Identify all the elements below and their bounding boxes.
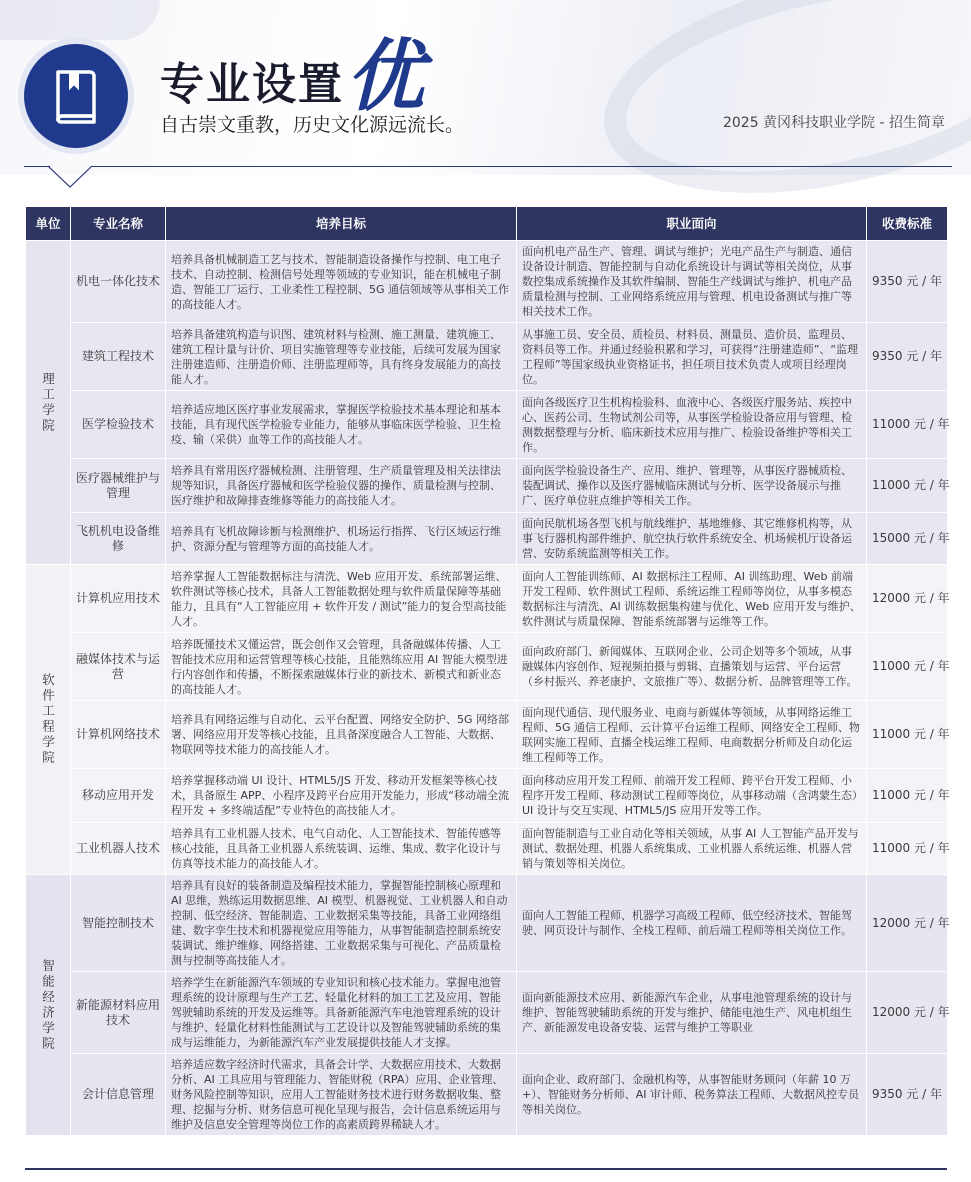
department-cell: 理工学院 <box>26 241 71 565</box>
goal-cell: 培养既懂技术又懂运营，既会创作又会管理，具备融媒体传播、人工智能技术应用和运营管理等核心技能，且能熟练应用 AI 智能大模型进行内容创作和传播，不断探索融媒体行业的新技术、新模式和新业态的高技能人才。 <box>166 633 517 701</box>
goal-cell: 培养具备建筑构造与识图、建筑材料与检测、施工测量、建筑施工、建筑工程计量与计价、项目实施管理等专业技能，后续可发展为国家注册建造师、注册造价师、注册监理师等，具有终身发展能力的高技能人才。 <box>166 323 517 391</box>
fee-cell: 12000 元 / 年 <box>867 875 948 972</box>
fee-cell: 11000 元 / 年 <box>867 633 948 701</box>
career-cell: 面向新能源技术应用、新能源汽车企业，从事电池管理系统的设计与维护、智能驾驶辅助系统的开发与维护、储能电池生产、风电机组生产、新能源发电设备安装、运营与维护工等职业 <box>517 972 867 1054</box>
major-name: 机电一体化技术 <box>71 241 166 323</box>
career-cell: 面向政府部门、新闻媒体、互联网企业、公司企划等多个领域，从事融媒体内容创作、短视频拍摄与剪辑、直播策划与运营、平台运营（乡村振兴、养老康护、文旅推广等）、数据分析、品牌管理等工作。 <box>517 633 867 701</box>
header-background <box>0 0 971 175</box>
table-row <box>26 513 948 565</box>
header-department: 单位 <box>26 207 71 241</box>
table-row <box>26 565 948 633</box>
table-row <box>26 972 948 1054</box>
goal-cell: 培养具有良好的装备制造及编程技术能力，掌握智能控制核心原理和 AI 思维，熟练运用数据思维、AI 模型、机器视觉、工业机器人和自动控制、低空经济、智能制造、工业数据采集等技能，具备工业网络组建、数字孪生技术和机器视觉应用等能力，从事智能制造控制系统安装调试、维护维修、网络搭建、工业数据采集与可视化、产品质量检测与控制等高技能人才。 <box>166 875 517 972</box>
career-cell: 面向机电产品生产、管理、调试与维护；光电产品生产与制造、通信设备设计制造、智能控制与自动化系统设计与调试等相关岗位，从事数控集成系统操作及其软件编制、智能生产线调试与维护、机电产品质量检测与控制、工业网络系统应用与管理、机电设备测试与推广等相关技术工作。 <box>517 241 867 323</box>
major-name: 移动应用开发 <box>71 769 166 823</box>
career-cell: 面向民航机场各型飞机与航线维护、基地维修、其它维修机构等，从事飞行器机构部件维护、航空执行软件系统安全、机场候机厅设备运营、安防系统监测等相关工作。 <box>517 513 867 565</box>
major-name: 计算机网络技术 <box>71 701 166 769</box>
header-goal: 培养目标 <box>166 207 517 241</box>
goal-cell: 培养学生在新能源汽车领域的专业知识和核心技术能力。掌握电池管理系统的设计原理与生产工艺、轻量化材料的加工工艺及应用、智能驾驶辅助系统的开发及运维等。具备新能源汽车电池管理系统的设计与维护、轻量化材料性能测试与工艺设计以及智能驾驶辅助系统的集成与运维能力，为新能源汽车产业发展提供技能人才支撑。 <box>166 972 517 1054</box>
page-subtitle: 自古崇文重教，历史文化源远流长。 <box>160 114 465 136</box>
footer-divider <box>25 1168 947 1170</box>
goal-cell: 培养掌握人工智能数据标注与清洗、Web 应用开发、系统部署运维、软件测试等核心技术，具备人工智能数据处理与软件质量保障等基础能力，且具有“人工智能应用 + 软件开发 / 测试”能力的复合型高技能人才。 <box>166 565 517 633</box>
fee-cell: 9350 元 / 年 <box>867 323 948 391</box>
goal-cell: 培养具有飞机故障诊断与检测维护、机场运行指挥、飞行区域运行维护、资源分配与管理等方面的高技能人才。 <box>166 513 517 565</box>
book-icon <box>24 44 128 148</box>
header-divider-left <box>24 166 50 167</box>
table-row <box>26 1054 948 1136</box>
table-row <box>26 769 948 823</box>
career-cell: 面向人工智能工程师、机器学习高级工程师、低空经济技术、智能驾驶、网页设计与制作、全栈工程师、前后端工程师等相关岗位工作。 <box>517 875 867 972</box>
table-row <box>26 323 948 391</box>
major-table <box>25 206 948 1136</box>
goal-cell: 培养掌握移动端 UI 设计、HTML5/JS 开发、移动开发框架等核心技术，具备原生 APP、小程序及跨平台应用开发能力，形成“移动端全流程开发 + 多终端适配”专业特色的高技能人才。 <box>166 769 517 823</box>
fee-cell: 12000 元 / 年 <box>867 565 948 633</box>
table-row <box>26 823 948 875</box>
fee-cell: 9350 元 / 年 <box>867 241 948 323</box>
major-name: 计算机应用技术 <box>71 565 166 633</box>
career-cell: 面向企业、政府部门、金融机构等，从事智能财务顾问（年薪 10 万 +）、智能财务分析师、AI 审计师、税务算法工程师、大数据风控专员等相关岗位。 <box>517 1054 867 1136</box>
fee-cell: 11000 元 / 年 <box>867 701 948 769</box>
table-row <box>26 875 948 972</box>
major-name: 医学检验技术 <box>71 391 166 459</box>
fee-cell: 11000 元 / 年 <box>867 391 948 459</box>
goal-cell: 培养适应数字经济时代需求，具备会计学、大数据应用技术、大数据分析、AI 工具应用与管理能力、智能财税（RPA）应用、企业管理、财务风险控制等知识，应用人工智能财务技术进行财务数据收集、整理、挖掘与分析、财务信息可视化呈现与报告，会计信息系统运用与维护及信息安全管理等岗位工作的高素质跨界稀缺人才。 <box>166 1054 517 1136</box>
table-row <box>26 701 948 769</box>
major-name: 医疗器械维护与管理 <box>71 459 166 513</box>
department-cell: 软件工程学院 <box>26 565 71 875</box>
background-corner <box>0 0 160 40</box>
fee-cell: 11000 元 / 年 <box>867 769 948 823</box>
header-divider <box>92 166 952 167</box>
header-fee: 收费标准 <box>867 207 948 241</box>
fee-cell: 12000 元 / 年 <box>867 972 948 1054</box>
career-cell: 面向现代通信、现代服务业、电商与新媒体等领域，从事网络运维工程师、5G 通信工程师、云计算平台运维工程师、网络安全工程师、物联网实施工程师、直播全栈运维工程师、电商数据分析师及自动化运维工程师等工作。 <box>517 701 867 769</box>
major-name: 建筑工程技术 <box>71 323 166 391</box>
department-cell: 智能经济学院 <box>26 875 71 1136</box>
goal-cell: 培养具备机械制造工艺与技术、智能制造设备操作与控制、电工电子技术、自动控制、检测信号处理等领域的专业知识，能在机械电子制造、智能工厂运行、工业柔性工程控制、5G 通信领域等从事相关工作的高技能人才。 <box>166 241 517 323</box>
major-name: 新能源材料应用技术 <box>71 972 166 1054</box>
goal-cell: 培养具有网络运维与自动化、云平台配置、网络安全防护、5G 网络部署、网络应用开发等核心技能，且具备深度融合人工智能、大数据、物联网等技术能力的高技能人才。 <box>166 701 517 769</box>
career-cell: 面向医学检验设备生产、应用、维护、管理等，从事医疗器械质检、装配调试、操作以及医疗器械临床测试与分析、医学设备展示与推广、医疗单位驻点维护等相关工作。 <box>517 459 867 513</box>
table-row <box>26 391 948 459</box>
major-name: 会计信息管理 <box>71 1054 166 1136</box>
table-row <box>26 459 948 513</box>
fee-cell: 15000 元 / 年 <box>867 513 948 565</box>
career-cell: 从事施工员、安全员、质检员、材料员、测量员、造价员、监理员、资料员等工作。并通过经验积累和学习，可获得“注册建造师”、“监理工程师”等国家级执业资格证书，担任项目技术负责人或项目经理岗位。 <box>517 323 867 391</box>
goal-cell: 培养具有工业机器人技术、电气自动化、人工智能技术、智能传感等核心技能，且具备工业机器人系统装调、运维、集成、数字化设计与仿真等技术能力的高技能人才。 <box>166 823 517 875</box>
career-cell: 面向各级医疗卫生机构检验科、血液中心、各级医疗服务站、疾控中心、医药公司、生物试剂公司等，从事医学检验设备应用与管理、检测数据整理与分析、临床新技术应用与推广、检验设备维护等相关工作。 <box>517 391 867 459</box>
major-name: 工业机器人技术 <box>71 823 166 875</box>
header-major: 专业名称 <box>71 207 166 241</box>
major-name: 智能控制技术 <box>71 875 166 972</box>
fee-cell: 9350 元 / 年 <box>867 1054 948 1136</box>
goal-cell: 培养具有常用医疗器械检测、注册管理、生产质量管理及相关法律法规等知识，具备医疗器械和医学检验仪器的操作、质量检测与控制、医疗维护和故障排查维修等能力的高技能人才。 <box>166 459 517 513</box>
fee-cell: 11000 元 / 年 <box>867 459 948 513</box>
table-row <box>26 633 948 701</box>
table-header-row <box>26 207 948 241</box>
brochure-label: 2025 黄冈科技职业学院 - 招生简章 <box>722 115 945 131</box>
table-row <box>26 241 948 323</box>
header-career: 职业面向 <box>517 207 867 241</box>
career-cell: 面向人工智能训练师、AI 数据标注工程师、AI 训练助理、Web 前端开发工程师、软件测试工程师、系统运维工程师等岗位，从事多模态数据标注与清洗、AI 训练数据集构建与优化、Web 应用开发与维护、软件测试与质量保障、智能系统部署与运维等工作。 <box>517 565 867 633</box>
fee-cell: 11000 元 / 年 <box>867 823 948 875</box>
career-cell: 面向智能制造与工业自动化等相关领域，从事 AI 人工智能产品开发与测试、数据处理、机器人系统集成、工业机器人系统运维、机器人营销与策划等相关岗位。 <box>517 823 867 875</box>
goal-cell: 培养适应地区医疗事业发展需求，掌握医学检验技术基本理论和基本技能，具有现代医学检验专业能力，能够从事临床医学检验、卫生检疫、输（采供）血等工作的高技能人才。 <box>166 391 517 459</box>
page-title-emphasis: 优 <box>346 31 425 122</box>
header-divider-notch <box>48 165 94 191</box>
major-name: 飞机机电设备维修 <box>71 513 166 565</box>
career-cell: 面向移动应用开发工程师、前端开发工程师、跨平台开发工程师、小程序开发工程师、移动测试工程师等岗位，从事移动端（含鸿蒙生态）UI 设计与交互实现、HTML5/JS 应用开发等工作。 <box>517 769 867 823</box>
page-title: 专业设置 <box>160 59 344 110</box>
major-name: 融媒体技术与运营 <box>71 633 166 701</box>
